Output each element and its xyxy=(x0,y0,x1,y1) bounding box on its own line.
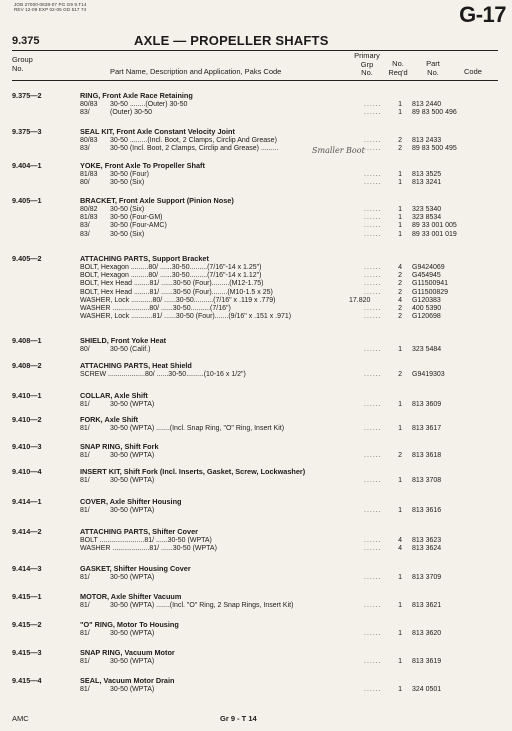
quantity-required: 1 xyxy=(398,658,402,665)
quantity-required: 4 xyxy=(398,545,402,553)
leader-dots: ...... xyxy=(364,602,382,609)
part-title: COLLAR, Axle Shift xyxy=(80,391,148,400)
part-number: G9419303 xyxy=(412,371,445,378)
leader-dots: ...... xyxy=(364,686,382,693)
part-number: G120698 xyxy=(412,313,441,321)
quantity-required: 1 xyxy=(398,101,402,108)
quantity-required: 1 xyxy=(398,346,402,353)
description: 30-50 (Six) xyxy=(110,230,145,238)
description: BOLT, Hex Head ........81/ ......30-50 (Four).........(M12-1.75) xyxy=(80,280,264,288)
part-number: 813 3241 xyxy=(412,179,442,187)
application: 81/83 xyxy=(80,171,98,178)
header-rule-top xyxy=(12,50,498,51)
leader-dots: ...... xyxy=(364,507,382,514)
leader-dots: ...... xyxy=(364,272,382,280)
part-title: ATTACHING PARTS, Shifter Cover xyxy=(80,527,198,536)
part-row xyxy=(12,476,498,485)
application: 81/ xyxy=(80,602,90,609)
part-number: 813 3619 xyxy=(412,658,442,665)
group-number: 9.414—2 xyxy=(12,527,42,536)
part-row xyxy=(12,506,498,515)
quantity-required: 2 xyxy=(398,137,402,144)
quantity-required: 4 xyxy=(398,296,402,304)
footer-page-ref: Gr 9 - T 14 xyxy=(220,714,257,723)
part-title: SEAL, Vacuum Motor Drain xyxy=(80,676,175,685)
leader-dots: ...... xyxy=(364,230,382,238)
part-number: 89 83 500 496 xyxy=(412,109,457,117)
handwritten-note: Smaller Boot xyxy=(312,146,365,155)
description: BOLT, Hexagon .........80/ ......30-50.........(7/16"-14 x 1.12") xyxy=(80,272,262,280)
application: 81/83 xyxy=(80,214,98,222)
quantity-required: 2 xyxy=(398,371,402,378)
description: WASHER, Lock ...........80/ ......30-50..........(7/16" x .119 x .779) xyxy=(80,296,276,304)
section-number: 9.375 xyxy=(12,35,40,47)
part-number: G11500829 xyxy=(412,288,449,296)
quantity-required: 1 xyxy=(398,574,402,581)
part-number: 323 8534 xyxy=(412,214,442,222)
leader-dots: ...... xyxy=(364,179,382,187)
leader-dots: ...... xyxy=(364,101,382,108)
quantity-required: 1 xyxy=(398,179,402,187)
application: 80/83 xyxy=(80,101,98,108)
part-row xyxy=(12,108,498,117)
application: 81/ xyxy=(80,574,90,581)
quantity-required: 1 xyxy=(398,214,402,222)
description: WASHER ...................80/ ......30-50..........(7/16") xyxy=(80,305,231,312)
application: 81/ xyxy=(80,425,90,432)
col-req-header: No. Req'd xyxy=(388,59,408,77)
part-row xyxy=(12,544,498,553)
part-number: G120383 xyxy=(412,296,441,304)
description: BOLT, Hexagon .........80/ ......30-50.........(7/16"-14 x 1.25") xyxy=(80,264,262,271)
quantity-required: 1 xyxy=(398,109,402,117)
quantity-required: 1 xyxy=(398,477,402,484)
primary-group: 17.820 xyxy=(349,296,371,304)
quantity-required: 1 xyxy=(398,425,402,432)
quantity-required: 1 xyxy=(398,222,402,230)
part-row xyxy=(12,230,498,239)
application: 81/ xyxy=(80,658,90,665)
leader-dots: ...... xyxy=(364,137,382,144)
description: WASHER ...................81/ ......30-50 (WPTA) xyxy=(80,545,217,553)
leader-dots: ...... xyxy=(364,288,382,296)
application: 83/ xyxy=(80,222,90,230)
description: 30-50 (Calif.) xyxy=(110,346,151,353)
part-number: 813 2440 xyxy=(412,101,442,108)
leader-dots: ...... xyxy=(364,145,382,153)
group-number: 9.375—2 xyxy=(12,91,42,100)
part-title: YOKE, Front Axle To Propeller Shaft xyxy=(80,161,205,170)
leader-dots: ...... xyxy=(364,264,382,271)
group-number: 9.410—1 xyxy=(12,391,42,400)
job-code xyxy=(14,2,164,13)
leader-dots: ...... xyxy=(364,109,382,117)
description: 30-50 (WPTA) .......(Incl. Snap Ring, "O" Ring, Insert Kit) xyxy=(110,425,285,432)
part-number: 813 3617 xyxy=(412,425,442,432)
part-number: 813 3708 xyxy=(412,477,442,484)
col-group-header: Group No. xyxy=(12,55,33,73)
group-number: 9.375—3 xyxy=(12,127,42,136)
part-row xyxy=(12,657,498,666)
header-rule-bottom xyxy=(12,80,498,81)
part-title: ATTACHING PARTS, Heat Shield xyxy=(80,361,192,370)
part-title: MOTOR, Axle Shifter Vacuum xyxy=(80,592,182,601)
quantity-required: 1 xyxy=(398,171,402,178)
part-title: SNAP RING, Shift Fork xyxy=(80,442,159,451)
part-number: 813 3616 xyxy=(412,507,442,514)
application: 83/ xyxy=(80,109,90,117)
leader-dots: ...... xyxy=(364,206,382,213)
part-title: SHIELD, Front Yoke Heat xyxy=(80,336,167,345)
leader-dots: ...... xyxy=(364,425,382,432)
part-title: SEAL KIT, Front Axle Constant Velocity Joint xyxy=(80,127,235,136)
group-number: 9.404—1 xyxy=(12,161,42,170)
part-title: INSERT KIT, Shift Fork (Incl. Inserts, Gasket, Screw, Lockwasher) xyxy=(80,467,306,476)
description: 30-50 (WPTA) xyxy=(110,452,155,459)
quantity-required: 1 xyxy=(398,507,402,514)
description: 30-50 (Six) xyxy=(110,206,145,213)
part-title: RING, Front Axle Race Retaining xyxy=(80,91,193,100)
description: 30-50 (WPTA) xyxy=(110,630,155,637)
description: 30-50 (WPTA) xyxy=(110,658,155,665)
part-row xyxy=(12,345,498,354)
part-row xyxy=(12,400,498,409)
part-number: 89 33 001 005 xyxy=(412,222,457,230)
footer-brand: AMC xyxy=(12,714,29,723)
part-title: "O" RING, Motor To Housing xyxy=(80,620,179,629)
job-line-1: JOB 27000-0838-07 PG G9 9.T14 xyxy=(14,2,87,7)
part-row xyxy=(12,370,498,379)
quantity-required: 2 xyxy=(398,272,402,280)
quantity-required: 1 xyxy=(398,206,402,213)
quantity-required: 1 xyxy=(398,230,402,238)
leader-dots: ...... xyxy=(364,452,382,459)
leader-dots: ...... xyxy=(364,574,382,581)
job-line-2: REV 12-09 EXP 02-05 GD 517 74 xyxy=(14,7,87,13)
part-number: G11500941 xyxy=(412,280,449,288)
part-number: 89 83 500 495 xyxy=(412,145,457,153)
part-title: SNAP RING, Vacuum Motor xyxy=(80,648,175,657)
part-number: 89 33 001 019 xyxy=(412,230,457,238)
leader-dots: ...... xyxy=(364,214,382,222)
group-number: 9.415—1 xyxy=(12,592,42,601)
quantity-required: 2 xyxy=(398,313,402,321)
application: 80/82 xyxy=(80,206,98,213)
leader-dots: ...... xyxy=(364,171,382,178)
description: SCREW ...................80/ ......30-50.........(10-16 x 1/2") xyxy=(80,371,246,378)
part-title: ATTACHING PARTS, Support Bracket xyxy=(80,254,209,263)
group-number: 9.408—1 xyxy=(12,336,42,345)
leader-dots: ...... xyxy=(364,280,382,288)
part-number: 813 3620 xyxy=(412,630,442,637)
leader-dots: ...... xyxy=(364,477,382,484)
part-number: 813 2433 xyxy=(412,137,442,144)
part-row xyxy=(12,685,498,694)
leader-dots: ...... xyxy=(364,545,382,553)
leader-dots: ...... xyxy=(364,537,382,544)
quantity-required: 2 xyxy=(398,452,402,459)
part-number: 813 3709 xyxy=(412,574,442,581)
col-part-no-header: Part No. xyxy=(426,59,440,77)
group-number: 9.415—3 xyxy=(12,648,42,657)
group-number: 9.415—4 xyxy=(12,676,42,685)
description: 30-50 ........(Outer) 30-50 xyxy=(110,101,188,108)
part-row xyxy=(12,178,498,187)
leader-dots: ...... xyxy=(364,305,382,312)
application: 80/ xyxy=(80,179,90,187)
col-code-header: Code xyxy=(464,67,482,76)
part-number: G454945 xyxy=(412,272,441,280)
part-number: 323 5484 xyxy=(412,346,442,353)
part-number: 813 3525 xyxy=(412,171,442,178)
part-row xyxy=(12,424,498,433)
part-row xyxy=(12,451,498,460)
group-number: 9.410—4 xyxy=(12,467,42,476)
description: (Outer) 30-50 xyxy=(110,109,153,117)
part-title: FORK, Axle Shift xyxy=(80,415,139,424)
description: 30-50 (WPTA) xyxy=(110,574,155,581)
group-number: 9.405—2 xyxy=(12,254,42,263)
application: 80/ xyxy=(80,346,90,353)
group-number: 9.415—2 xyxy=(12,620,42,629)
part-number: 813 3609 xyxy=(412,401,442,408)
part-number: 323 5340 xyxy=(412,206,442,213)
description: 30-50 (WPTA) xyxy=(110,507,155,514)
leader-dots: ...... xyxy=(364,222,382,230)
quantity-required: 2 xyxy=(398,288,402,296)
application: 81/ xyxy=(80,686,90,693)
description: BOLT, Hex Head ........81/ ......30-50 (Four)........(M10-1.5 x 25) xyxy=(80,288,273,296)
group-number: 9.410—2 xyxy=(12,415,42,424)
application: 81/ xyxy=(80,401,90,408)
application: 83/ xyxy=(80,145,90,153)
description: 30-50 (Four) xyxy=(110,171,149,178)
description: BOLT .......................81/ ......30-50 (WPTA) xyxy=(80,537,212,544)
leader-dots: ...... xyxy=(364,658,382,665)
application: 80/83 xyxy=(80,137,98,144)
quantity-required: 4 xyxy=(398,264,402,271)
application: 81/ xyxy=(80,477,90,484)
group-number: 9.410—3 xyxy=(12,442,42,451)
description: 30-50 (WPTA) .......(Incl. "O" Ring, 2 Snap Rings, Insert Kit) xyxy=(110,602,294,609)
part-row xyxy=(12,312,498,321)
part-number: 813 3621 xyxy=(412,602,442,609)
col-part-name-header: Part Name, Description and Application, Paks Code xyxy=(110,67,282,76)
page-title: AXLE — PROPELLER SHAFTS xyxy=(134,33,329,48)
part-title: BRACKET, Front Axle Support (Pinion Nose) xyxy=(80,196,234,205)
quantity-required: 1 xyxy=(398,630,402,637)
group-number: 9.405—1 xyxy=(12,196,42,205)
quantity-required: 1 xyxy=(398,401,402,408)
group-number: 9.414—1 xyxy=(12,497,42,506)
part-number: 400 5390 xyxy=(412,305,442,312)
description: WASHER, Lock ...........81/ ......30-50 (Four).......(9/16" x .151 x .971) xyxy=(80,313,292,321)
part-row xyxy=(12,573,498,582)
quantity-required: 2 xyxy=(398,305,402,312)
quantity-required: 4 xyxy=(398,537,402,544)
leader-dots: ...... xyxy=(364,371,382,378)
group-number: 9.408—2 xyxy=(12,361,42,370)
part-row xyxy=(12,144,498,153)
group-number: 9.414—3 xyxy=(12,564,42,573)
part-row xyxy=(12,629,498,638)
description: 30-50 (Incl. Boot, 2 Clamps, Circlip and Grease) ......... xyxy=(110,145,279,153)
leader-dots: ...... xyxy=(364,346,382,353)
description: 30-50 (WPTA) xyxy=(110,401,155,408)
page-id: G-17 xyxy=(459,2,506,27)
description: 30-50 (Four-GM) xyxy=(110,214,163,222)
leader-dots: ...... xyxy=(364,630,382,637)
part-number: 813 3618 xyxy=(412,452,442,459)
description: 30-50 (Four-AMC) xyxy=(110,222,167,230)
leader-dots: ...... xyxy=(364,401,382,408)
col-primary-grp-header: Primary Grp No. xyxy=(354,51,380,77)
quantity-required: 1 xyxy=(398,686,402,693)
quantity-required: 2 xyxy=(398,280,402,288)
part-number: 324 0501 xyxy=(412,686,442,693)
part-row xyxy=(12,601,498,610)
application: 83/ xyxy=(80,230,90,238)
description: 30-50 (Six) xyxy=(110,179,145,187)
part-title: GASKET, Shifter Housing Cover xyxy=(80,564,191,573)
leader-dots: ...... xyxy=(364,313,382,321)
part-number: G9424069 xyxy=(412,264,445,271)
description: 30-50 (WPTA) xyxy=(110,477,155,484)
description: 30-50 .........(Incl. Boot, 2 Clamps, Circlip And Grease) xyxy=(110,137,277,144)
part-number: 813 3623 xyxy=(412,537,442,544)
part-number: 813 3624 xyxy=(412,545,442,553)
application: 81/ xyxy=(80,507,90,514)
quantity-required: 1 xyxy=(398,602,402,609)
description: 30-50 (WPTA) xyxy=(110,686,155,693)
application: 81/ xyxy=(80,452,90,459)
quantity-required: 2 xyxy=(398,145,402,153)
application: 81/ xyxy=(80,630,90,637)
part-title: COVER, Axle Shifter Housing xyxy=(80,497,182,506)
